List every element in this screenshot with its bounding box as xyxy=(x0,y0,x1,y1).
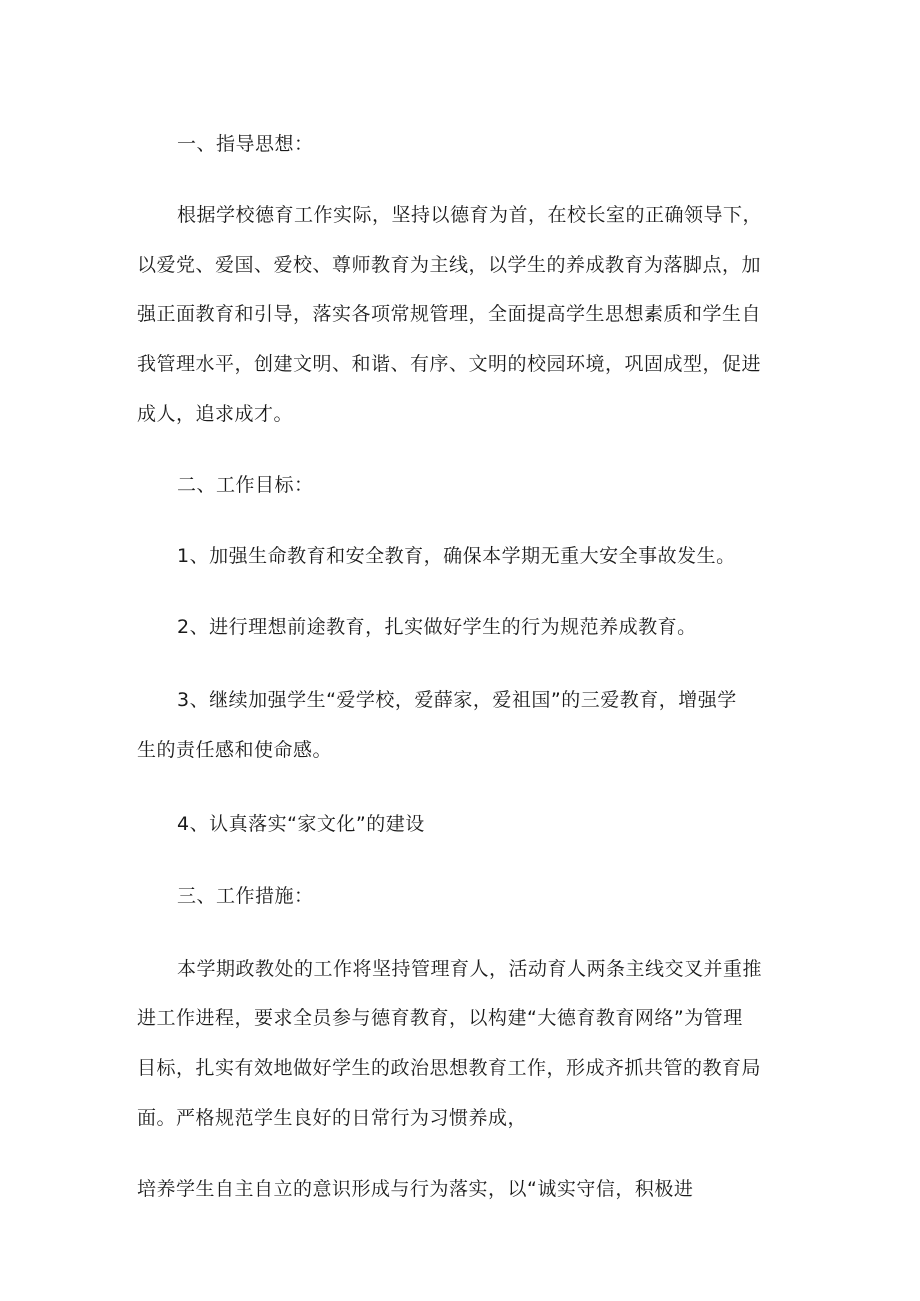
paragraph-line: 目标，扎实有效地做好学生的政治思想教育工作，形成齐抓共管的教育局 xyxy=(137,1057,762,1079)
paragraph-line: 根据学校德育工作实际，坚持以德育为首，在校长室的正确领导下， xyxy=(177,204,763,226)
section-heading-work-measures: 三、工作措施： xyxy=(177,885,314,907)
goal-item-2: 2、进行理想前途教育，扎实做好学生的行为规范养成教育。 xyxy=(177,616,697,638)
paragraph-line: 我管理水平，创建文明、和谐、有序、文明的校园环境，巩固成型，促进 xyxy=(137,353,762,375)
paragraph-line: 成人，追求成才。 xyxy=(137,403,294,425)
goal-item-1: 1、加强生命教育和安全教育，确保本学期无重大安全事故发生。 xyxy=(177,545,736,567)
paragraph-line: 本学期政教处的工作将坚持管理育人，活动育人两条主线交叉并重推 xyxy=(177,958,763,980)
paragraph-line: 以爱党、爱国、爱校、尊师教育为主线，以学生的养成教育为落脚点，加 xyxy=(137,254,762,276)
goal-item-3-line: 3、继续加强学生“爱学校，爱薛家，爱祖国”的三爱教育，增强学 xyxy=(177,689,737,711)
paragraph-line: 面。严格规范学生良好的日常行为习惯养成， xyxy=(137,1107,528,1129)
paragraph-line: 强正面教育和引导，落实各项常规管理，全面提高学生思想素质和学生自 xyxy=(137,303,762,325)
section-heading-guiding-thought: 一、指导思想： xyxy=(177,133,314,155)
paragraph-line: 培养学生自主自立的意识形成与行为落实，以“诚实守信，积极进 xyxy=(137,1178,694,1200)
goal-item-4: 4、认真落实“家文化”的建设 xyxy=(177,813,425,835)
goal-item-3-line: 生的责任感和使命感。 xyxy=(137,739,333,761)
paragraph-line: 进工作进程，要求全员参与德育教育，以构建“大德育教育网络”为管理 xyxy=(137,1007,743,1029)
section-heading-work-goals: 二、工作目标： xyxy=(177,474,314,496)
